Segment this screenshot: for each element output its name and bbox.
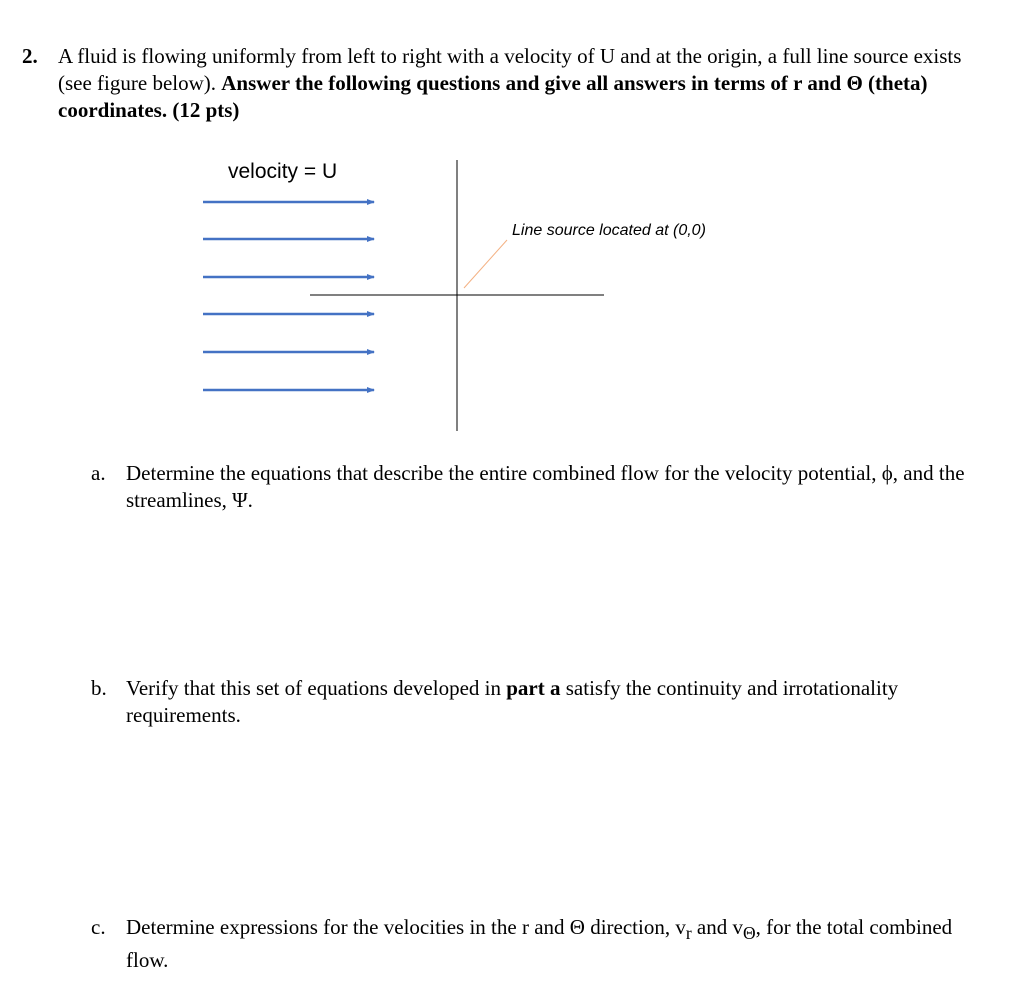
- question-a: [91, 460, 971, 514]
- velocity-label: velocity = U: [228, 160, 338, 183]
- question-text: [126, 675, 971, 729]
- problem-instruction: Answer the following questions and give all answers in terms of r and Θ (theta) coordinates. (12 pts): [58, 71, 928, 122]
- question-label: b.: [91, 676, 107, 700]
- problem-intro: A fluid is flowing uniformly from left to right with a velocity of U and at the origin, a full line source exists (see figure below).: [58, 44, 962, 95]
- problem-number: 2.: [22, 44, 38, 68]
- question-text-part: , for the total combined flow.: [126, 915, 953, 973]
- problem-body: [58, 43, 982, 124]
- question-b: [91, 675, 971, 729]
- question-label: c.: [91, 915, 106, 939]
- question-text-part: and v: [691, 915, 743, 939]
- question-label: a.: [91, 461, 106, 485]
- question-text: [126, 914, 971, 974]
- subscript-theta: Θ: [743, 923, 756, 944]
- part-a-reference: part a: [506, 676, 561, 700]
- question-text-part: Determine expressions for the velocities in the r and Θ direction, v: [126, 915, 686, 939]
- question-text-part: satisfy the continuity and irrotationality requirements.: [126, 676, 899, 727]
- source-leader-line: [464, 240, 507, 288]
- question-text-part: Verify that this set of equations developed in: [126, 676, 507, 700]
- subscript-r: r: [685, 923, 692, 944]
- question-text: Determine the equations that describe the entire combined flow for the velocity potential, ϕ, and the streamlines, Ψ.: [126, 461, 965, 512]
- problem-statement: [22, 43, 982, 124]
- uniform-flow-arrows: [203, 202, 374, 390]
- source-label: Line source located at (0,0): [512, 222, 706, 239]
- question-c: [91, 914, 971, 974]
